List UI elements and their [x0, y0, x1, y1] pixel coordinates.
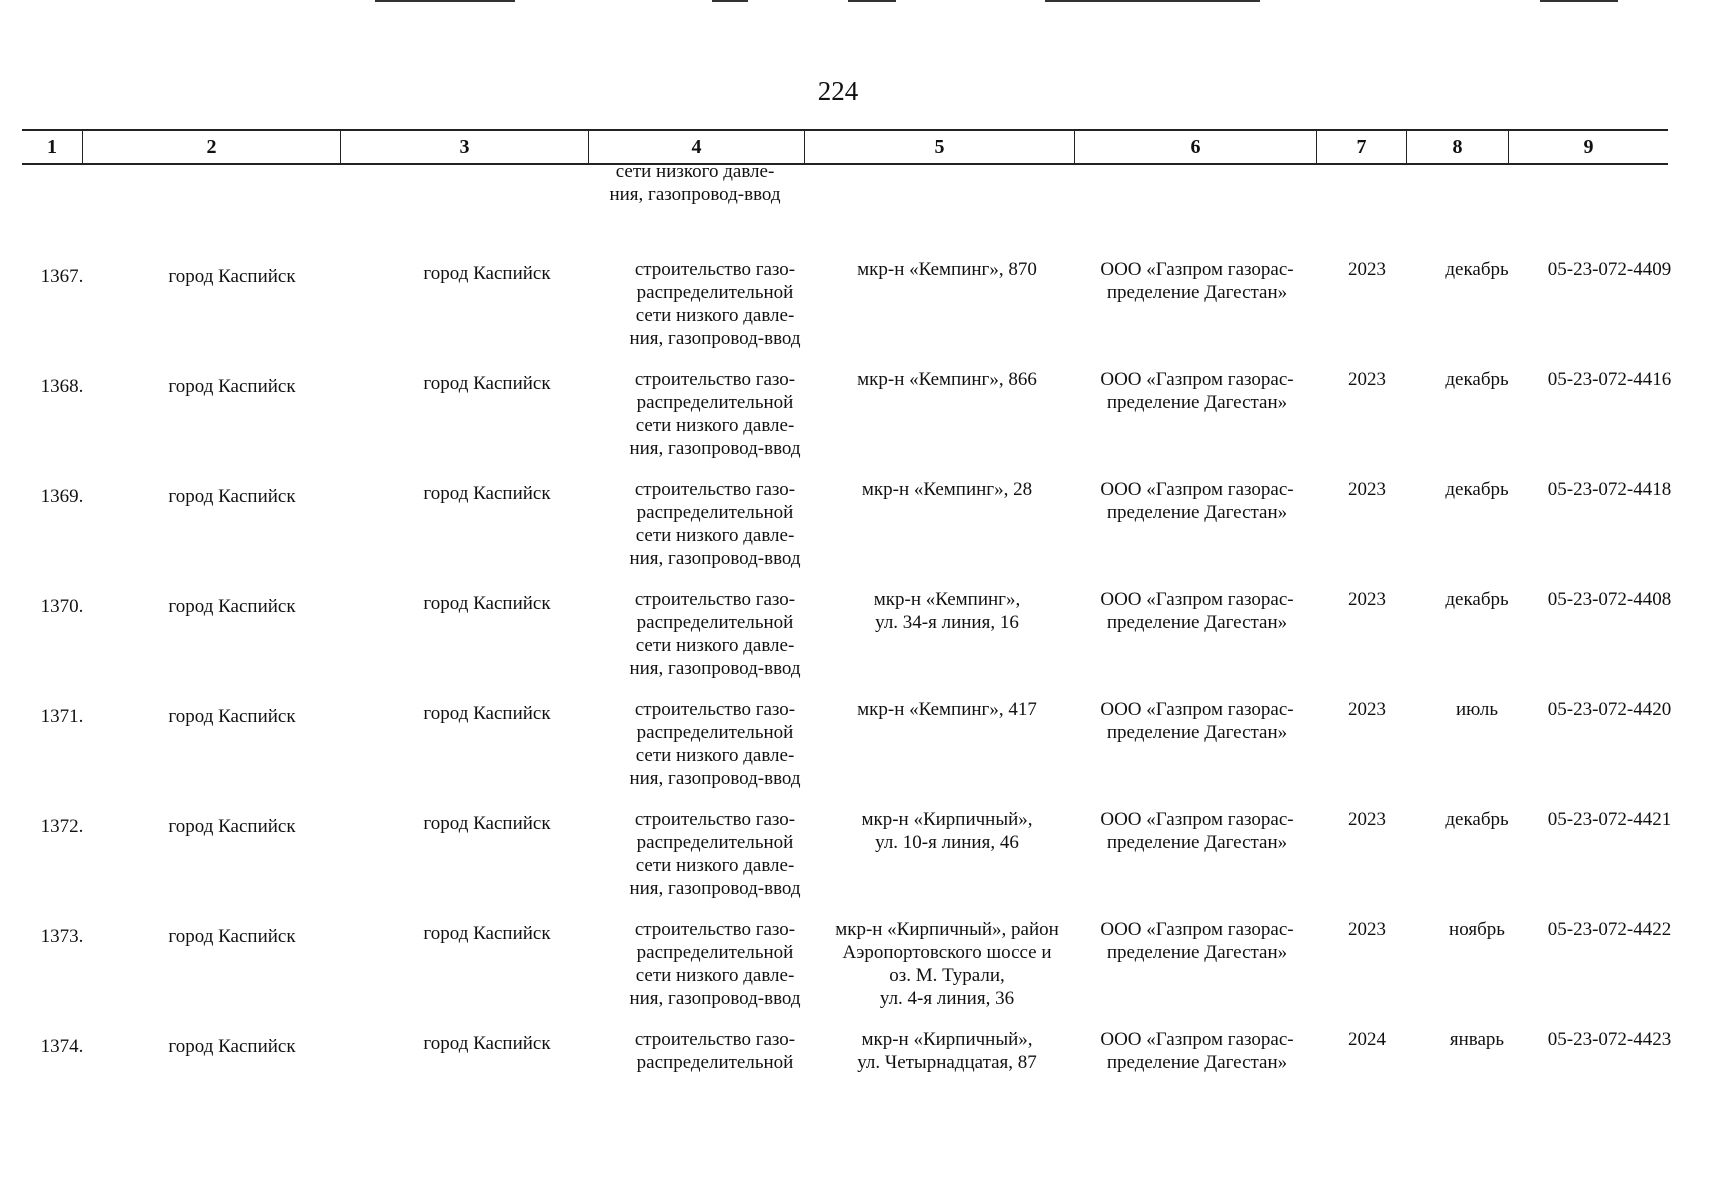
- cell-org: [1077, 698, 1317, 744]
- cell-num: 1369.: [40, 486, 84, 507]
- column-header: 7: [1316, 131, 1406, 163]
- cell-num: 1371.: [40, 706, 84, 727]
- cell-address: [812, 478, 1082, 501]
- table-row: [22, 258, 1672, 368]
- cell-municipality: город Каспийск: [168, 596, 296, 617]
- column-header: 8: [1406, 131, 1508, 163]
- text-line: ул. 10-я линия, 46: [875, 832, 1019, 853]
- cell-municipality: город Каспийск: [168, 926, 296, 947]
- text-line: сети низкого давле-: [635, 855, 795, 876]
- text-line: строительство газо-: [634, 809, 796, 830]
- cell-locality: город Каспийск: [423, 703, 551, 724]
- cell-num: 1373.: [40, 926, 84, 947]
- cell-month: декабрь: [1445, 259, 1509, 280]
- cell-org: [1077, 368, 1317, 414]
- text-line: строительство газо-: [634, 1029, 796, 1050]
- cell-code: 05-23-072-4408: [1547, 589, 1672, 610]
- scan-artifact: [375, 0, 515, 2]
- text-line: ООО «Газпром газорас-: [1100, 589, 1294, 610]
- cell-address: [812, 698, 1082, 721]
- cell-org: [1077, 808, 1317, 854]
- text-line: мкр-н «Кемпинг», 866: [857, 369, 1037, 390]
- text-line: мкр-н «Кемпинг»,: [873, 589, 1021, 610]
- cell-work: [602, 588, 828, 680]
- text-line: мкр-н «Кемпинг», 870: [857, 259, 1037, 280]
- cell-year: 2024: [1348, 1029, 1386, 1050]
- text-line: оз. М. Турали,: [889, 965, 1005, 986]
- table-row: [22, 1028, 1672, 1138]
- table-row: [22, 478, 1672, 588]
- cell-code: 05-23-072-4409: [1547, 259, 1672, 280]
- cell-num: 1374.: [40, 1036, 84, 1057]
- text-line: распределительной: [636, 722, 794, 743]
- text-line: ния, газопровод-ввод: [629, 548, 801, 569]
- cell-org: [1077, 588, 1317, 634]
- text-line: мкр-н «Кемпинг», 417: [857, 699, 1037, 720]
- text-line: ООО «Газпром газорас-: [1100, 919, 1294, 940]
- cell-month: ноябрь: [1449, 919, 1505, 940]
- text-line: пределение Дагестан»: [1106, 612, 1288, 633]
- text-line: распределительной: [636, 942, 794, 963]
- cell-num: 1370.: [40, 596, 84, 617]
- cell-month: декабрь: [1445, 589, 1509, 610]
- text-line: пределение Дагестан»: [1106, 282, 1288, 303]
- cell-code: 05-23-072-4423: [1547, 1029, 1672, 1050]
- table-row: [22, 698, 1672, 808]
- cell-year: 2023: [1348, 919, 1386, 940]
- text-line: сети низкого давле-: [615, 161, 775, 182]
- text-line: ния, газопровод-ввод: [629, 658, 801, 679]
- text-line: ул. 34-я линия, 16: [875, 612, 1019, 633]
- scan-artifact: [1540, 0, 1618, 2]
- cell-work: [602, 918, 828, 1010]
- cell-address: [812, 808, 1082, 854]
- cell-month: декабрь: [1445, 479, 1509, 500]
- table-row: [22, 808, 1672, 918]
- text-line: распределительной: [636, 612, 794, 633]
- text-line: строительство газо-: [634, 589, 796, 610]
- text-line: распределительной: [636, 282, 794, 303]
- cell-org: [1077, 478, 1317, 524]
- cell-work: [602, 368, 828, 460]
- cell-code: 05-23-072-4420: [1547, 699, 1672, 720]
- column-header: 5: [804, 131, 1074, 163]
- text-line: строительство газо-: [634, 919, 796, 940]
- cell-municipality: город Каспийск: [168, 376, 296, 397]
- cell-num: 1372.: [40, 816, 84, 837]
- cell-locality: город Каспийск: [423, 923, 551, 944]
- cell-year: 2023: [1348, 809, 1386, 830]
- table-row: [22, 918, 1672, 1028]
- text-line: сети низкого давле-: [635, 745, 795, 766]
- text-line: пределение Дагестан»: [1106, 722, 1288, 743]
- text-line: мкр-н «Кирпичный», район: [835, 919, 1059, 940]
- text-line: распределительной: [636, 1052, 794, 1073]
- text-line: пределение Дагестан»: [1106, 1052, 1288, 1073]
- cell-work: [602, 258, 828, 350]
- cell-locality: город Каспийск: [423, 593, 551, 614]
- text-line: сети низкого давле-: [635, 965, 795, 986]
- cell-locality: город Каспийск: [423, 263, 551, 284]
- cell-code: 05-23-072-4418: [1547, 479, 1672, 500]
- cell-year: 2023: [1348, 259, 1386, 280]
- text-line: ния, газопровод-ввод: [629, 878, 801, 899]
- text-line: сети низкого давле-: [635, 305, 795, 326]
- text-line: ООО «Газпром газорас-: [1100, 1029, 1294, 1050]
- scan-artifact: [712, 0, 748, 2]
- text-line: ул. 4-я линия, 36: [879, 988, 1015, 1009]
- column-header: 4: [588, 131, 804, 163]
- text-line: распределительной: [636, 502, 794, 523]
- column-header: 1: [47, 136, 57, 158]
- text-line: строительство газо-: [634, 479, 796, 500]
- cell-org: [1077, 1028, 1317, 1074]
- cell-address: [812, 588, 1082, 634]
- text-line: мкр-н «Кирпичный»,: [861, 809, 1033, 830]
- cell-org: [1077, 258, 1317, 304]
- text-line: строительство газо-: [634, 259, 796, 280]
- table-row: [22, 588, 1672, 698]
- cell-year: 2023: [1348, 589, 1386, 610]
- cell-locality: город Каспийск: [423, 483, 551, 504]
- text-line: Аэропортовского шоссе и: [842, 942, 1052, 963]
- text-line: пределение Дагестан»: [1106, 502, 1288, 523]
- table-row: [22, 368, 1672, 478]
- cell-org: [1077, 918, 1317, 964]
- scan-artifact: [848, 0, 896, 2]
- text-line: ООО «Газпром газорас-: [1100, 369, 1294, 390]
- cell-month: июль: [1455, 699, 1499, 720]
- text-line: пределение Дагестан»: [1106, 392, 1288, 413]
- text-line: ния, газопровод-ввод: [629, 438, 801, 459]
- cell-month: декабрь: [1445, 369, 1509, 390]
- cell-address: [812, 368, 1082, 391]
- text-line: строительство газо-: [634, 369, 796, 390]
- cell-year: 2023: [1348, 699, 1386, 720]
- text-line: ООО «Газпром газорас-: [1100, 699, 1294, 720]
- cell-municipality: город Каспийск: [168, 706, 296, 727]
- column-header: 2: [82, 131, 340, 163]
- cell-month: январь: [1449, 1029, 1505, 1050]
- cell-num: 1368.: [40, 376, 84, 397]
- column-header: 9: [1508, 131, 1668, 163]
- cell-year: 2023: [1348, 369, 1386, 390]
- cell-municipality: город Каспийск: [168, 1036, 296, 1057]
- text-line: сети низкого давле-: [635, 415, 795, 436]
- cell-code: 05-23-072-4421: [1547, 809, 1672, 830]
- text-line: ООО «Газпром газорас-: [1100, 479, 1294, 500]
- cell-municipality: город Каспийск: [168, 486, 296, 507]
- cell-code: 05-23-072-4422: [1547, 919, 1672, 940]
- cell-num: 1367.: [40, 266, 84, 287]
- text-line: ния, газопровод-ввод: [609, 184, 781, 205]
- cell-address: [812, 258, 1082, 281]
- cell-work: [602, 808, 828, 900]
- text-line: мкр-н «Кемпинг», 28: [861, 479, 1033, 500]
- cell-code: 05-23-072-4416: [1547, 369, 1672, 390]
- table-header: [22, 129, 1668, 165]
- cell-locality: город Каспийск: [423, 1033, 551, 1054]
- text-line: ул. Четырнадцатая, 87: [857, 1052, 1037, 1073]
- text-line: ООО «Газпром газорас-: [1100, 259, 1294, 280]
- column-header: 6: [1074, 131, 1316, 163]
- continued-cell-text: [590, 160, 800, 206]
- text-line: распределительной: [636, 832, 794, 853]
- text-line: строительство газо-: [634, 699, 796, 720]
- text-line: ООО «Газпром газорас-: [1100, 809, 1294, 830]
- column-header: 3: [340, 131, 588, 163]
- cell-work: [602, 478, 828, 570]
- cell-month: декабрь: [1445, 809, 1509, 830]
- cell-year: 2023: [1348, 479, 1386, 500]
- cell-address: [812, 1028, 1082, 1074]
- page-number: 224: [817, 76, 859, 106]
- cell-municipality: город Каспийск: [168, 816, 296, 837]
- text-line: ния, газопровод-ввод: [629, 768, 801, 789]
- cell-work: [602, 1028, 828, 1074]
- text-line: распределительной: [636, 392, 794, 413]
- cell-locality: город Каспийск: [423, 373, 551, 394]
- cell-municipality: город Каспийск: [168, 266, 296, 287]
- text-line: сети низкого давле-: [635, 525, 795, 546]
- cell-locality: город Каспийск: [423, 813, 551, 834]
- cell-address: [812, 918, 1082, 1010]
- text-line: мкр-н «Кирпичный»,: [861, 1029, 1033, 1050]
- text-line: ния, газопровод-ввод: [629, 328, 801, 349]
- text-line: пределение Дагестан»: [1106, 832, 1288, 853]
- scan-artifact: [1045, 0, 1260, 2]
- text-line: пределение Дагестан»: [1106, 942, 1288, 963]
- cell-work: [602, 698, 828, 790]
- text-line: сети низкого давле-: [635, 635, 795, 656]
- text-line: ния, газопровод-ввод: [629, 988, 801, 1009]
